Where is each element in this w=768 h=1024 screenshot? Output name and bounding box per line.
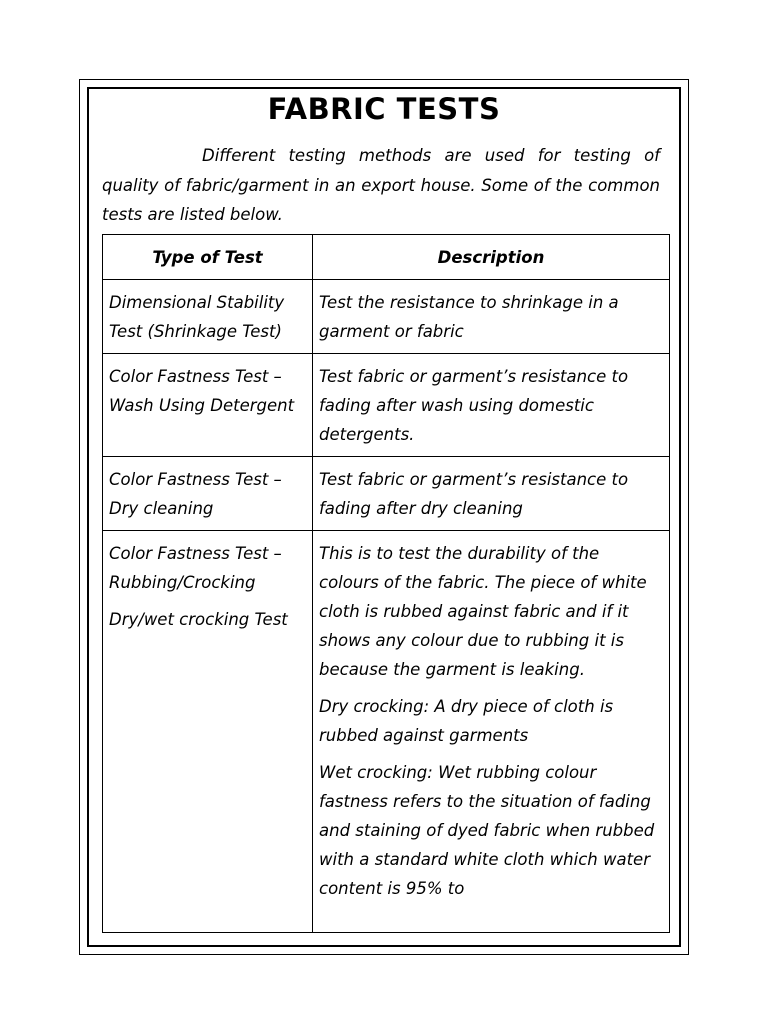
intro-paragraph — [102, 141, 660, 230]
test-description-text: Test the resistance to shrinkage in a garment or fabric — [319, 293, 619, 341]
test-description-text: Test fabric or garment’s resistance to fading after wash using domestic detergents. — [319, 367, 629, 444]
intro-text: Different testing methods are used for testing of quality of fabric/garment in an export house. Some of the common tests are listed below. — [102, 146, 660, 224]
test-description-cell — [313, 354, 670, 457]
test-type-cell — [103, 531, 313, 933]
test-description-text: Test fabric or garment’s resistance to fading after dry cleaning — [319, 470, 629, 518]
test-type-text: Dimensional Stability Test (Shrinkage Test) — [109, 293, 285, 341]
test-type-text: Color Fastness Test – Rubbing/Crocking — [109, 544, 282, 592]
test-type-text: Color Fastness Test – Dry cleaning — [109, 470, 282, 518]
wet-crocking-text: Wet crocking: Wet rubbing colour fastness refers to the situation of fading and staining of dyed fabric when rubbed with a standard white cloth which water content is 95% to — [319, 763, 655, 898]
test-type-cell — [103, 457, 313, 531]
description-clip — [319, 539, 663, 925]
test-description-cell — [313, 531, 670, 933]
test-type-cell — [103, 280, 313, 354]
header-description: Description — [313, 235, 670, 280]
table-row — [103, 457, 670, 531]
test-description-cell — [313, 457, 670, 531]
test-description-text: This is to test the durability of the colours of the fabric. The piece of white cloth is rubbed against fabric and if it shows any colour due to rubbing it is because the garment is leaking. — [319, 544, 647, 679]
test-type-cell — [103, 354, 313, 457]
test-description-cell — [313, 280, 670, 354]
test-type-subtext: Dry/wet crocking Test — [109, 610, 288, 629]
fabric-tests-table — [102, 234, 670, 933]
page-title: FABRIC TESTS — [267, 92, 501, 126]
dry-crocking-text: Dry crocking: A dry piece of cloth is rubbed against garments — [319, 697, 614, 745]
table-row — [103, 354, 670, 457]
table-row — [103, 531, 670, 933]
test-type-text: Color Fastness Test – Wash Using Detergent — [109, 367, 295, 415]
header-type-of-test: Type of Test — [103, 235, 313, 280]
table-row — [103, 280, 670, 354]
table-header-row — [103, 235, 670, 280]
